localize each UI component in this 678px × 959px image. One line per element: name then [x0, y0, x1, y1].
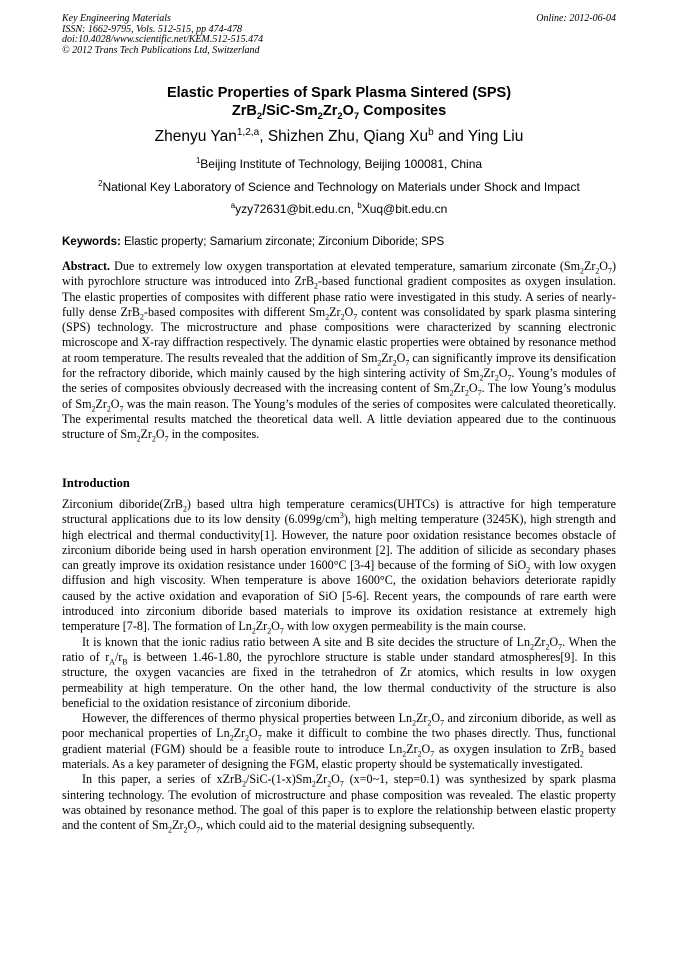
author-emails: $^a$yzy72631@bit.edu.cn, $^b$Xuq@bit.edu.cn — [230, 201, 448, 216]
intro-paragraph-1: Zirconium diboride(ZrB$_2$) based ultra high temperature ceramics(UHTCs) is attractive for high temperature structural applications due to its low density $(6.099g/cm^3)$, high melting temperature (3245K), high strength and high electrical and thermal conductivity[1]. However, the nature poor oxidation resistance becomes obstacle of zirconium diboride being used in harsh operation environment [2]. The addition of silicide as secondary phases can greatly improve its oxidation resistance under 1600°C [3-4] because of the forming of SiO$_2$ with low oxygen diffusion and high viscosity. When temperature is above 1600°C, the oxidation behaviors deteriorate rapidly caused by the active oxidation and evaporation of SiO [5-6]. Recent years, the compounds of rare earth were introduced into zirconium diboride based materials to improve its oxidation resistance at extremely high temperature [7-8]. The formation of $Ln_2Zr_2O_7$ with low oxygen permeability is the main course. — [62, 497, 616, 636]
keywords — [62, 236, 616, 248]
introduction-heading: Introduction — [62, 476, 130, 490]
abstract-text: Due to extremely low oxygen transportation at elevated temperature, samarium zirconate $(Sm_2Zr_2O_7)$ with pyrochlore structure was introduced into ZrB$_2$-based functional gradient composites as oxygen insulation. The elastic properties of composites with different phase ratio were investigated in this study. A series of nearly-fully dense ZrB$_2$-based composites with different $Sm_2Zr_2O_7$ content was consolidated by spark plasma sintering (SPS) technology. The microstructure and phase compositions were characterized by scanning electronic microscope and X-ray diffraction respectively. The dynamic elastic properties were obtained by resonance method at room temperature. The results revealed that the addition of $Sm_2Zr_2O_7$ can significantly improve its densification for the refractory diboride, which mainly caused by the high sintering activity of $Sm_2Zr_2O_7$. Young’s modules of the series of composites obviously decreased with the increasing content of $Sm_2Zr_2O_7$. The low Young’s modulus of $Sm_2Zr_2O_7$ was the main reason. The Young’s modules of the series of composites were calculated theoretically. The experimental results matched the theoretical data well. A little deviation appeared due to the continuous structure of $Sm_2Zr_2O_7$ in the composites. — [62, 259, 617, 444]
affiliation-2: $^2$National Key Laboratory of Science and Technology on Materials under Shock and Impact — [98, 179, 580, 194]
abstract — [62, 259, 616, 443]
title-line-1: Elastic Properties of Spark Plasma Sintered (SPS) — [166, 85, 512, 101]
journal-doi: doi:10.4028/www.scientific.net/KEM.512-515.474 — [62, 34, 264, 45]
intro-paragraph-4: In this paper, a series of $xZrB_2/SiC-(1-x)Sm_2Zr_2O_7$ (x=0~1, step=0.1) was synthesized by spark plasma sintering technology. The evolution of microstructure and phase composition was revealed. The elastic property was obtained by resonance method. The goal of this paper is to explore the relationship between elastic property and the content of $Sm_2Zr_2O_7$, which could aid to the material designing subsequently. — [62, 772, 616, 835]
introduction-body — [62, 497, 616, 834]
journal-copyright: © 2012 Trans Tech Publications Ltd, Switzerland — [62, 44, 260, 56]
affiliation-1: $^1$Beijing Institute of Technology, Beijing 100081, China — [195, 156, 483, 171]
journal-header — [62, 14, 616, 56]
abstract-label: Abstract. — [62, 259, 111, 273]
online-date: Online: 2012-06-04 — [536, 13, 616, 24]
paper-title — [0, 84, 678, 120]
journal-issn: ISSN: 1662-9795, Vols. 512-515, pp 474-478 — [62, 23, 242, 35]
keywords-label: Keywords: — [62, 236, 121, 248]
journal-name: Key Engineering Materials — [62, 13, 171, 24]
intro-paragraph-2: It is known that the ionic radius ratio between A site and B site decides the structure of $Ln_2Zr_2O_7$. When the ratio of $r_A/r_B$ is between 1.46-1.80, the pyrochlore structure is stable under standard atmospheres[9]. In this structure, the oxygen vacancies are fixed in the tetrahedron of Zr atomics, which results in low oxygen permeability at high temperature. On the other hand, the low thermal conductivity of the structure is also beneficial to the oxidation resistance of zirconium diboride. — [62, 634, 617, 710]
title-line-2: $ZrB_2/SiC-Sm_2Zr_2O_7$ Composites — [231, 103, 447, 121]
keywords-text: Elastic property; Samarium zirconate; Zirconium Diboride; SPS — [124, 236, 445, 248]
intro-paragraph-3: However, the differences of thermo physical properties between $Ln_2Zr_2O_7$ and zirconium diboride, as well as poor mechanical properties of $Ln_2Zr_2O_7$ make it difficult to combine the two phases directly. Thus, functional gradient material (FGM) should be a feasible route to introduce $Ln_2Zr_2O_7$ as oxygen insulation to ZrB$_2$ based materials. As a key parameter of designing the FGM, elastic property should be systematically investigated. — [62, 711, 617, 772]
author-list: Zhenyu Yan$^{1,2,a}$, Shizhen Zhu, Qiang Xu$^b$ and Ying Liu — [154, 126, 524, 145]
